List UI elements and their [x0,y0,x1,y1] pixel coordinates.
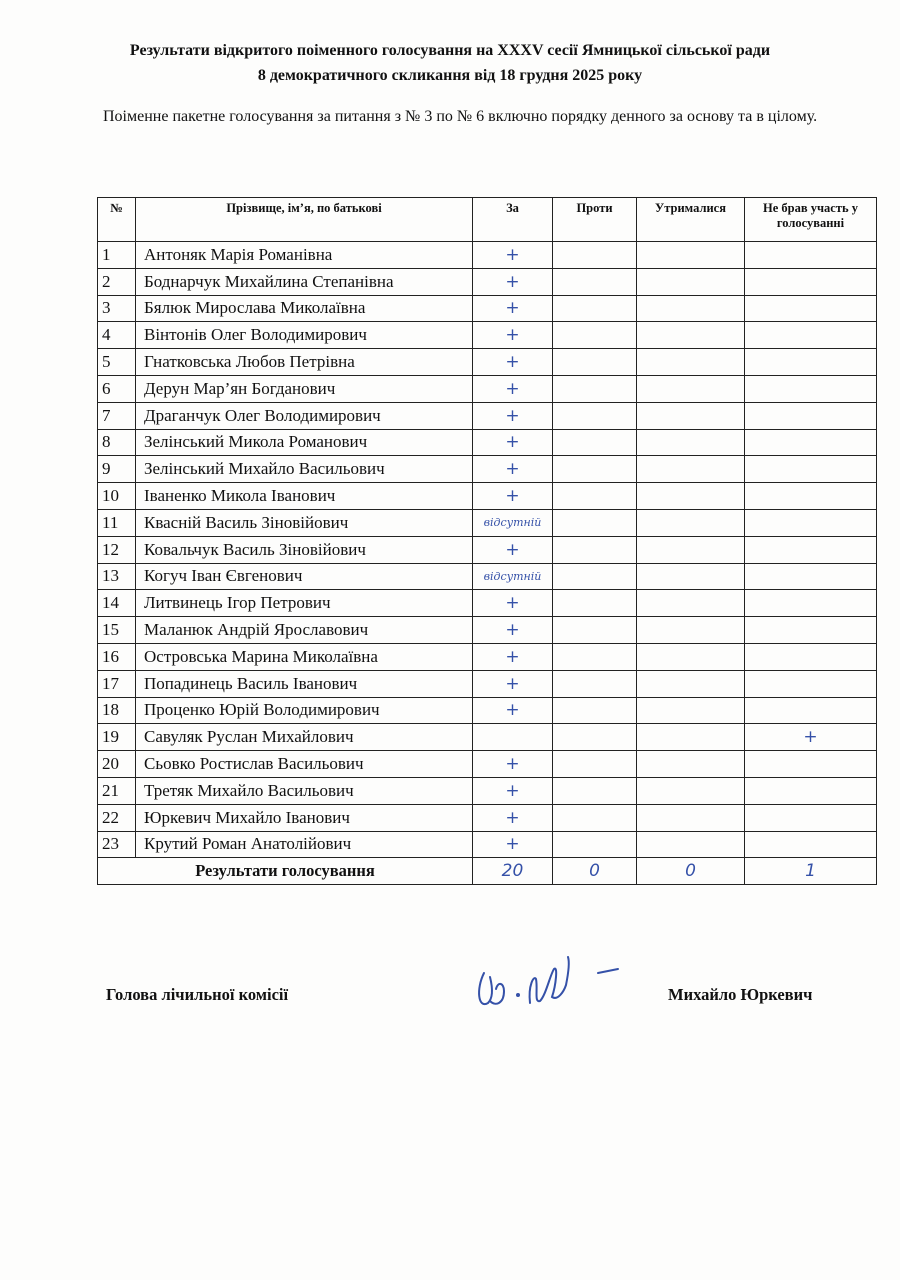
table-row [98,804,877,831]
table-row [98,483,877,510]
row-number: 10 [98,483,136,510]
total-against: 0 [553,858,637,885]
table-row [98,429,877,456]
intro-text: Поіменне пакетне голосування за питання з № 3 по № 6 включно порядку денного за основу та в цілому. [103,108,818,125]
table-row [98,590,877,617]
vote-not-voted-cell [745,483,877,510]
table-row [98,322,877,349]
deputy-name: Зелінський Михайло Васильович [136,456,473,483]
table-row [98,670,877,697]
col-header-name: Прізвище, ім’я, по батькові [136,198,473,242]
vote-abstained-cell [637,751,745,778]
vote-not-voted-cell [745,777,877,804]
commission-head-name: Михайло Юркевич [668,985,813,1004]
vote-against-cell [553,349,637,376]
vote-for-cell: + [473,617,553,644]
vote-for-cell: + [473,402,553,429]
vote-for-cell: + [473,536,553,563]
vote-for-cell: + [473,697,553,724]
table-row [98,617,877,644]
row-number: 8 [98,429,136,456]
table-row [98,402,877,429]
table-row [98,349,877,376]
vote-for-cell: + [473,804,553,831]
table-row [98,375,877,402]
vote-against-cell [553,831,637,858]
title-line-2: 8 демократичного скликання від 18 грудня 2025 року [257,67,643,84]
table-row [98,242,877,269]
row-number: 12 [98,536,136,563]
vote-not-voted-cell [745,375,877,402]
row-number: 18 [98,697,136,724]
vote-against-cell [553,268,637,295]
vote-abstained-cell [637,724,745,751]
vote-abstained-cell [637,242,745,269]
vote-against-cell [553,563,637,590]
vote-not-voted-cell [745,617,877,644]
row-number: 20 [98,751,136,778]
vote-against-cell [553,322,637,349]
vote-abstained-cell [637,375,745,402]
vote-against-cell [553,670,637,697]
table-row [98,295,877,322]
table-row [98,268,877,295]
vote-against-cell [553,402,637,429]
vote-abstained-cell [637,456,745,483]
vote-for-cell: відсутній [473,563,553,590]
vote-not-voted-cell [745,349,877,376]
table-row [98,831,877,858]
row-number: 21 [98,777,136,804]
row-number: 11 [98,509,136,536]
deputy-name: Зелінський Микола Романович [136,429,473,456]
vote-abstained-cell [637,617,745,644]
row-number: 15 [98,617,136,644]
table-row [98,697,877,724]
vote-against-cell [553,724,637,751]
vote-against-cell [553,429,637,456]
vote-for-cell: + [473,295,553,322]
vote-against-cell [553,617,637,644]
row-number: 17 [98,670,136,697]
row-number: 1 [98,242,136,269]
vote-for-cell: + [473,751,553,778]
table-row [98,777,877,804]
table-row [98,643,877,670]
vote-against-cell [553,643,637,670]
vote-for-cell: + [473,242,553,269]
vote-for-cell: + [473,322,553,349]
vote-against-cell [553,536,637,563]
vote-not-voted-cell [745,831,877,858]
row-number: 7 [98,402,136,429]
row-number: 16 [98,643,136,670]
vote-for-cell: + [473,831,553,858]
deputy-name: Юркевич Михайло Іванович [136,804,473,831]
row-number: 5 [98,349,136,376]
vote-abstained-cell [637,268,745,295]
vote-for-cell: + [473,429,553,456]
commission-head-label: Голова лічильної комісії [106,985,289,1004]
vote-against-cell [553,777,637,804]
deputy-name: Квасній Василь Зіновійович [136,509,473,536]
row-number: 13 [98,563,136,590]
vote-abstained-cell [637,590,745,617]
vote-abstained-cell [637,563,745,590]
vote-for-cell: + [473,456,553,483]
col-header-against: Проти [553,198,637,242]
vote-not-voted-cell [745,268,877,295]
col-header-num: № [98,198,136,242]
vote-abstained-cell [637,322,745,349]
vote-not-voted-cell [745,322,877,349]
deputy-name: Когуч Іван Євгенович [136,563,473,590]
vote-against-cell [553,590,637,617]
deputy-name: Дерун Мар’ян Богданович [136,375,473,402]
vote-not-voted-cell [745,670,877,697]
vote-for-cell: + [473,590,553,617]
col-header-not-voted: Не брав участь у голосуванні [745,198,877,242]
vote-abstained-cell [637,402,745,429]
vote-not-voted-cell [745,697,877,724]
table-row [98,536,877,563]
vote-abstained-cell [637,429,745,456]
deputy-name: Савуляк Руслан Михайлович [136,724,473,751]
document-title [60,38,840,88]
vote-against-cell [553,375,637,402]
vote-for-cell: + [473,670,553,697]
vote-for-cell: + [473,643,553,670]
row-number: 9 [98,456,136,483]
table-row [98,724,877,751]
vote-not-voted-cell [745,402,877,429]
vote-against-cell [553,804,637,831]
row-number: 19 [98,724,136,751]
vote-not-voted-cell: + [745,724,877,751]
deputy-name: Проценко Юрій Володимирович [136,697,473,724]
vote-abstained-cell [637,670,745,697]
row-number: 22 [98,804,136,831]
table-row [98,751,877,778]
row-number: 4 [98,322,136,349]
vote-for-cell: + [473,483,553,510]
vote-abstained-cell [637,295,745,322]
row-number: 3 [98,295,136,322]
col-header-abstained: Утрималися [637,198,745,242]
vote-against-cell [553,509,637,536]
vote-abstained-cell [637,831,745,858]
vote-not-voted-cell [745,804,877,831]
vote-abstained-cell [637,349,745,376]
deputy-name: Вінтонів Олег Володимирович [136,322,473,349]
deputy-name: Гнатковська Любов Петрівна [136,349,473,376]
vote-not-voted-cell [745,643,877,670]
vote-not-voted-cell [745,536,877,563]
vote-abstained-cell [637,536,745,563]
vote-against-cell [553,295,637,322]
vote-for-cell: + [473,777,553,804]
deputy-name: Третяк Михайло Васильович [136,777,473,804]
vote-not-voted-cell [745,509,877,536]
vote-abstained-cell [637,777,745,804]
deputy-name: Крутий Роман Анатолійович [136,831,473,858]
total-for: 20 [473,858,553,885]
vote-rows [98,242,877,858]
deputy-name: Островська Марина Миколаївна [136,643,473,670]
deputy-name: Іваненко Микола Іванович [136,483,473,510]
deputy-name: Литвинець Ігор Петрович [136,590,473,617]
deputy-name: Бялюк Мирослава Миколаївна [136,295,473,322]
vote-for-cell [473,724,553,751]
total-abstained: 0 [637,858,745,885]
deputy-name: Боднарчук Михайлина Степанівна [136,268,473,295]
vote-for-cell: + [473,268,553,295]
vote-not-voted-cell [745,456,877,483]
vote-not-voted-cell [745,429,877,456]
table-row [98,456,877,483]
vote-not-voted-cell [745,590,877,617]
vote-against-cell [553,697,637,724]
total-not-voted: 1 [745,858,877,885]
vote-for-cell: + [473,375,553,402]
row-number: 6 [98,375,136,402]
table-header-row [98,198,877,242]
vote-for-cell: відсутній [473,509,553,536]
vote-abstained-cell [637,804,745,831]
table-row [98,509,877,536]
row-number: 14 [98,590,136,617]
vote-against-cell [553,456,637,483]
vote-abstained-cell [637,643,745,670]
vote-abstained-cell [637,483,745,510]
handwritten-signature [470,945,630,1025]
deputy-name: Ковальчук Василь Зіновійович [136,536,473,563]
vote-abstained-cell [637,697,745,724]
vote-abstained-cell [637,509,745,536]
col-header-for: За [473,198,553,242]
vote-against-cell [553,751,637,778]
vote-not-voted-cell [745,563,877,590]
deputy-name: Антоняк Марія Романівна [136,242,473,269]
deputy-name: Драганчук Олег Володимирович [136,402,473,429]
row-number: 23 [98,831,136,858]
deputy-name: Сьовко Ростислав Васильович [136,751,473,778]
deputy-name: Попадинець Василь Іванович [136,670,473,697]
vote-table [97,197,877,885]
row-number: 2 [98,268,136,295]
vote-not-voted-cell [745,242,877,269]
deputy-name: Маланюк Андрій Ярославович [136,617,473,644]
totals-row [98,858,877,885]
vote-not-voted-cell [745,295,877,322]
vote-against-cell [553,483,637,510]
title-line-1: Результати відкритого поіменного голосування на XXXV сесії Ямницької сільської ради [129,42,771,59]
vote-against-cell [553,242,637,269]
totals-label: Результати голосування [98,858,473,885]
vote-not-voted-cell [745,751,877,778]
table-row [98,563,877,590]
vote-for-cell: + [473,349,553,376]
